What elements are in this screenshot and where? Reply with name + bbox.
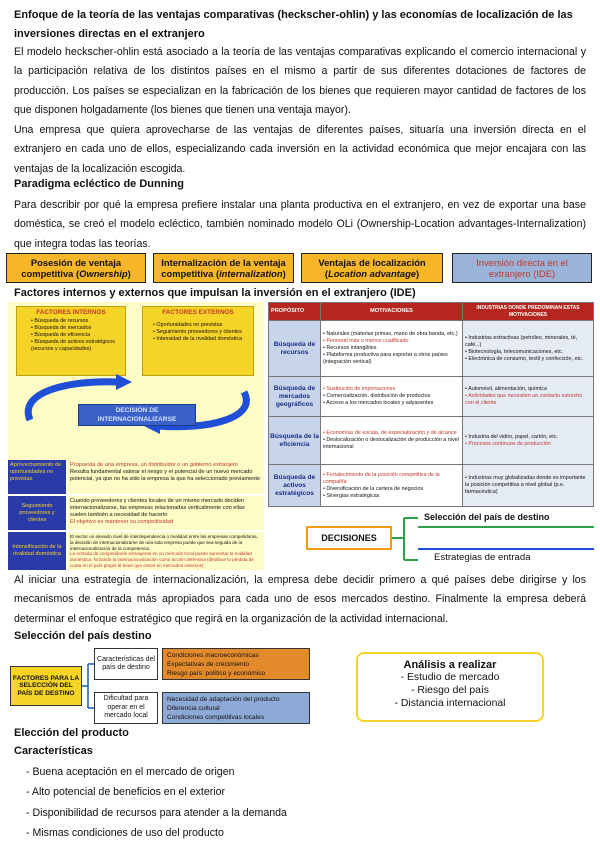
purpose-cell: Búsqueda de recursos (269, 321, 321, 377)
branch-dificultad: Dificultad para operar en el mercado local (94, 692, 158, 724)
factors-diagram (8, 302, 264, 460)
internal-factor-item: • Búsqueda de recursos (31, 318, 119, 325)
analisis-title: Análisis a realizar (403, 659, 497, 671)
table-header: MOTIVACIONES (321, 303, 463, 321)
paragraph-internacionalizacion: Al iniciar una estrategia de internacionalización, la empresa debe decidir primero a qué países debe dirigirse y los mecanismos de entrada más apropiados para cada uno de esos mercados destino. Finalmente la empresa deberá determinar el enfoque estratégico que regirá en la organización de la actividad internacional. (14, 574, 586, 625)
motivations-table (268, 302, 594, 507)
table-row (269, 417, 594, 465)
branch-item: Condiciones macroeconómicas (167, 652, 259, 659)
internal-factor-item: • Búsqueda de eficiencia (31, 332, 119, 339)
decision-internacionalizarse-box: DECISIÓN DE INTERNACIONALIZARSE (78, 404, 196, 426)
internal-factor-item: • Búsqueda de activos estratégicos (recursos y capacidades) (31, 339, 119, 353)
industry-item: • Electrónica de consumo, textil y confección, etc. (465, 356, 591, 363)
row-bullet: Resulta fundamental valorar el riesgo y el potencial de un nuevo mercado potencial, ya que no ha sido la empresa la que ha seleccionado previamente (70, 469, 261, 482)
industry-item: • Industrias muy globalizadas donde es importante la posición competitiva a nivel global (p.e. farmacéutica) (465, 475, 591, 496)
motivation-item: • Sinergias estratégicas (323, 493, 460, 500)
motivation-item: • Comercialización, distribución de productos (323, 393, 460, 400)
motivation-item: • Acceso a los mercados locales y adyacentes (323, 400, 460, 407)
seleccion-pais-diagram (10, 648, 312, 724)
table-row (269, 321, 594, 377)
list-item: - Disponibilidad de recursos para atender a la demanda (26, 806, 287, 819)
row-label-oportunidades: Aprovechamiento de oportunidades no previstas (8, 460, 66, 494)
motivation-item: • Recursos intangibles (323, 345, 460, 352)
decisiones-diagram (306, 510, 594, 568)
oli-box-ownership: Posesión de ventaja competitiva (Ownership) (6, 253, 146, 283)
row-bullet: El objetivo es mantener su competitividad (70, 519, 174, 525)
external-factors-box (142, 306, 254, 376)
decision-branch-entrada: Estrategias de entrada (418, 548, 594, 568)
paragraph-dunning: Para describir por qué la empresa prefiere instalar una planta productiva en el extranjero, en vez de exportar una base doméstica, se creó el modelo ecléctico, también nominado modelo OLi (Ownership-Location advantages-Internalization) que integra todas las teorías. (14, 199, 586, 250)
industry-item: • Biotecnología, telecomunicaciones, etc. (465, 349, 591, 356)
external-factor-item: • Oportunidades no previstas (153, 322, 247, 329)
branch-dificultad-items (162, 692, 310, 724)
decisiones-root: DECISIONES (306, 526, 392, 550)
oli-box-internalization: Internalización de la ventaja competitiva (internalization) (153, 253, 294, 283)
list-item: - Buena aceptación en el mercado de origen (26, 766, 235, 778)
analisis-item: - Estudio de mercado (400, 672, 500, 683)
branch-item: Condiciones competitivas locales (167, 714, 265, 721)
section-title-producto: Elección del producto (14, 727, 129, 739)
row-bullet: Propuesta de una empresa, un distribuidor o un gobierno extranjero (70, 462, 238, 468)
branch-item: Necesidad de adaptación del producto (167, 696, 280, 703)
section-title-factores: Factores internos y externos que impulsan la inversión en el extranjero (IDE) (14, 287, 416, 299)
purpose-cell: Búsqueda de activos estratégicos (269, 465, 321, 507)
external-factors-title: FACTORES EXTERNOS (162, 309, 234, 316)
section-title-dunning: Paradigma ecléctico de Dunning (14, 178, 184, 190)
internal-factors-title: FACTORES INTERNOS (36, 309, 106, 316)
section-title-heckscher-ohlin: Enfoque de la teoría de las ventajas comparativas (heckscher-ohlin) y las economías de localización de las inversiones directas en el extranjero (14, 9, 573, 40)
table-row (269, 465, 594, 507)
industry-item: • Industria del vidrio, papel, cartón, etc. (465, 434, 591, 441)
decision-branch-pais: Selección del país de destino (418, 510, 594, 528)
analisis-item: - Distancia internacional (394, 698, 506, 709)
row-bullet: La entrada de competidores extranjeros en un mercado local puede aumentar la rivalidad doméstica, forzando la internacionalización como acción defensiva (distribuir la pérdida de cuota en el país propio al tener que entrar en mercados externos) (70, 551, 254, 568)
motivation-item: • Deslocalización o deslocalización de producción a nivel internacional (323, 437, 460, 451)
external-factor-item: • Seguimiento proveedores y clientes (153, 329, 247, 336)
table-header: PROPÓSITO (269, 303, 321, 321)
oli-box-location: Ventajas de localización (Location advantage) (301, 253, 443, 283)
motivation-item: • Naturales (materias primas, mano de obra barata, etc.) (323, 331, 460, 338)
motivation-item: • Personal más o menos cualificado (323, 338, 460, 345)
external-factor-item: • Intensidad de la rivalidad doméstica (153, 336, 247, 343)
table-header: INDUSTRIAS DONDE PREDOMINAN ESTAS MOTIVACIONES (463, 303, 594, 321)
motivation-item: • Diversificación de la cartera de negocios (323, 486, 460, 493)
table-row (269, 377, 594, 417)
branch-item: Expectativas de crecimiento (167, 661, 250, 668)
branch-item: Diferencia cultural (167, 705, 220, 712)
section-subtitle-caracteristicas: Características (14, 745, 93, 757)
branch-item: Riesgo país: político y económico (167, 670, 266, 677)
industry-item: • Automóvil, alimentación, química (465, 386, 591, 393)
external-factors-table (8, 460, 264, 570)
connector-lines (82, 648, 94, 724)
paragraph-heckscher-ohlin: El modelo heckscher-ohlin está asociado a la teoría de las ventajas comparativas explicando el comercio internacional y la participación relativa de los distintos países en el mismo a partir de sus diferentes dotaciones de factores de producción. Los países se especializan en la fabricación de los bienes que requieren mayor cantidad de factores de los que disponen holgadamente (los bienes que tienen una ventaja mayor). (14, 46, 586, 117)
industry-item: • Industrias extractivas (petróleo, minerales, té, café...) (465, 335, 591, 349)
purpose-cell: Búsqueda de la eficiencia (269, 417, 321, 465)
list-item: - Alto potencial de beneficios en el exterior (26, 786, 226, 799)
row-bullet: Cuando proveedores y clientes locales de un mismo mercado deciden internacionalizarse, las empresas relacionadas verticalmente con ellas suelen también a necesidad de hacerlo (70, 498, 245, 518)
row-label-seguimiento: Seguimiento proveedores y clientes (8, 496, 66, 530)
row-text-rivalidad (68, 532, 264, 570)
analisis-box (356, 652, 544, 722)
analisis-item: - Riesgo del país (411, 685, 489, 696)
list-item: - Mismas condiciones de uso del producto (26, 827, 224, 840)
motivation-item: • Economías de escala, de especialización y de alcance (323, 430, 460, 437)
row-label-rivalidad: Intensificación de la rivalidad doméstica (8, 532, 66, 570)
connector-lines (392, 510, 418, 568)
motivation-item: • Fortalecimiento de la posición competitiva de la compañía (323, 472, 460, 486)
row-text-oportunidades (68, 460, 264, 494)
internal-factors-box (16, 306, 126, 376)
row-text-seguimiento (68, 496, 264, 530)
branch-caracteristicas-items (162, 648, 310, 680)
internal-factor-item: • Búsqueda de mercados (31, 325, 119, 332)
motivation-item: • Sustitución de importaciones (323, 386, 460, 393)
purpose-cell: Búsqueda de mercados geográficos (269, 377, 321, 417)
section-title-seleccion-pais: Selección del país destino (14, 630, 152, 642)
oli-box-ide: Inversión directa en el extranjero (IDE) (452, 253, 592, 283)
industry-item: • Procesos continuos de producción (465, 441, 591, 448)
row-bullet: El sector un elevado nivel de interdependencia o rivalidad entre las empresas competidoras, la decisión de internacionalizarse de una sola empresa puede que sea seguida de la internacionalización de la competencia (70, 534, 258, 551)
industry-item: • Actividades que necesiten un contacto estrecho con el cliente (465, 393, 591, 407)
paragraph-inversion-directa: Una empresa que quiera aprovecharse de las ventajas de diferentes países, situaría una inversión directa en el extranjero en cada uno de ellos, especializando cada inversión en la actividad económica que mejor encajara con las ventajas de la localización escogida. (14, 124, 586, 175)
branch-caracteristicas: Características del país de destino (94, 648, 158, 680)
motivation-item: • Plataforma productiva para exportar a otros países (integración vertical) (323, 352, 460, 366)
seleccion-root: FACTORES PARA LA SELECCIÓN DEL PAÍS DE DESTINO (10, 666, 82, 706)
caracteristicas-list (26, 762, 287, 844)
